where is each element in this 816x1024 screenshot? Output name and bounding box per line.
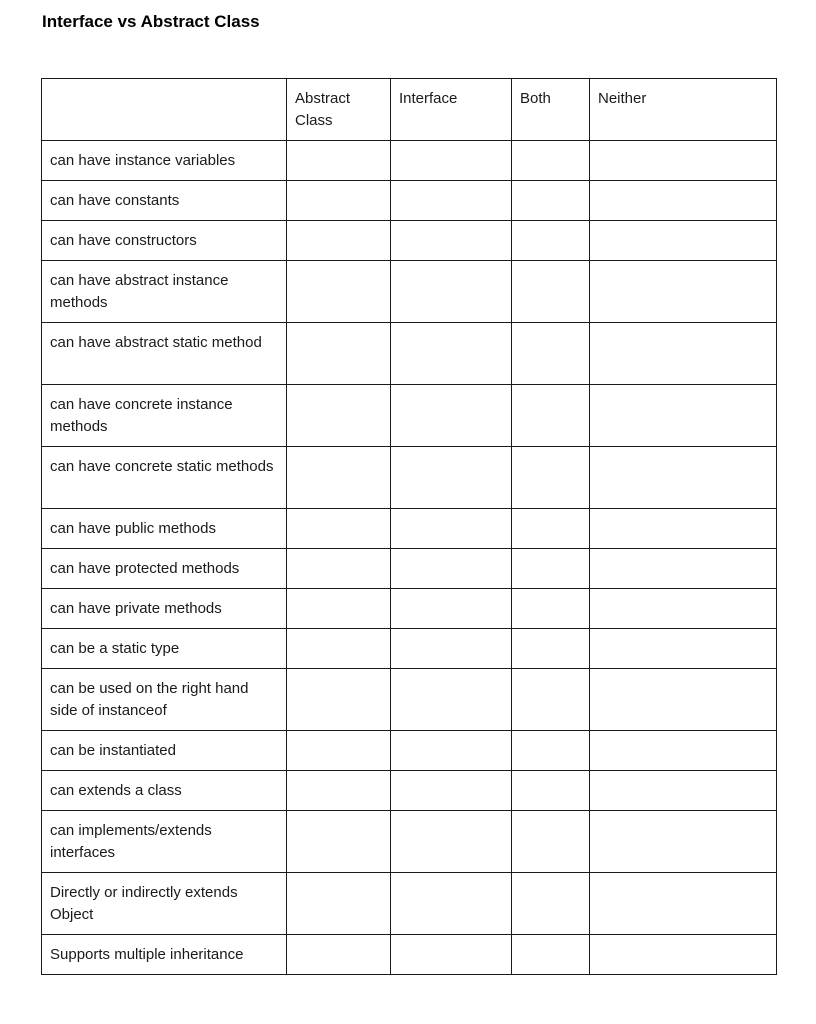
answer-cell-interface[interactable] bbox=[391, 141, 512, 181]
answer-cell-neither[interactable] bbox=[590, 221, 777, 261]
row-label: can have abstract instance methods bbox=[42, 261, 287, 323]
answer-cell-neither[interactable] bbox=[590, 141, 777, 181]
answer-cell-abstract-class[interactable] bbox=[287, 629, 391, 669]
table-row bbox=[42, 771, 777, 811]
answer-cell-abstract-class[interactable] bbox=[287, 221, 391, 261]
table-row bbox=[42, 629, 777, 669]
row-label: can have private methods bbox=[42, 589, 287, 629]
answer-cell-both[interactable] bbox=[512, 261, 590, 323]
row-label: can have constructors bbox=[42, 221, 287, 261]
row-label: can have constants bbox=[42, 181, 287, 221]
answer-cell-interface[interactable] bbox=[391, 669, 512, 731]
table-row bbox=[42, 811, 777, 873]
answer-cell-abstract-class[interactable] bbox=[287, 261, 391, 323]
row-label: can have public methods bbox=[42, 509, 287, 549]
page-title: Interface vs Abstract Class bbox=[42, 12, 260, 31]
table-row bbox=[42, 385, 777, 447]
comparison-table bbox=[41, 78, 777, 975]
row-label: Supports multiple inheritance bbox=[42, 935, 287, 975]
answer-cell-interface[interactable] bbox=[391, 731, 512, 771]
table-row bbox=[42, 323, 777, 385]
answer-cell-neither[interactable] bbox=[590, 629, 777, 669]
answer-cell-neither[interactable] bbox=[590, 181, 777, 221]
answer-cell-interface[interactable] bbox=[391, 629, 512, 669]
table-row bbox=[42, 261, 777, 323]
column-header-neither: Neither bbox=[590, 79, 777, 141]
answer-cell-abstract-class[interactable] bbox=[287, 509, 391, 549]
answer-cell-neither[interactable] bbox=[590, 669, 777, 731]
answer-cell-interface[interactable] bbox=[391, 509, 512, 549]
answer-cell-abstract-class[interactable] bbox=[287, 731, 391, 771]
answer-cell-neither[interactable] bbox=[590, 935, 777, 975]
table-row bbox=[42, 589, 777, 629]
answer-cell-abstract-class[interactable] bbox=[287, 141, 391, 181]
answer-cell-both[interactable] bbox=[512, 589, 590, 629]
answer-cell-abstract-class[interactable] bbox=[287, 181, 391, 221]
answer-cell-neither[interactable] bbox=[590, 811, 777, 873]
row-label: can be used on the right hand side of instanceof bbox=[42, 669, 287, 731]
table-row bbox=[42, 447, 777, 509]
answer-cell-abstract-class[interactable] bbox=[287, 589, 391, 629]
answer-cell-neither[interactable] bbox=[590, 731, 777, 771]
row-label: can extends a class bbox=[42, 771, 287, 811]
column-header-interface: Interface bbox=[391, 79, 512, 141]
answer-cell-interface[interactable] bbox=[391, 261, 512, 323]
answer-cell-both[interactable] bbox=[512, 181, 590, 221]
answer-cell-abstract-class[interactable] bbox=[287, 935, 391, 975]
answer-cell-interface[interactable] bbox=[391, 811, 512, 873]
column-header-both: Both bbox=[512, 79, 590, 141]
table-row bbox=[42, 669, 777, 731]
answer-cell-neither[interactable] bbox=[590, 549, 777, 589]
answer-cell-interface[interactable] bbox=[391, 935, 512, 975]
answer-cell-abstract-class[interactable] bbox=[287, 549, 391, 589]
answer-cell-abstract-class[interactable] bbox=[287, 447, 391, 509]
answer-cell-neither[interactable] bbox=[590, 323, 777, 385]
answer-cell-abstract-class[interactable] bbox=[287, 873, 391, 935]
answer-cell-abstract-class[interactable] bbox=[287, 323, 391, 385]
answer-cell-both[interactable] bbox=[512, 221, 590, 261]
table-row bbox=[42, 509, 777, 549]
answer-cell-neither[interactable] bbox=[590, 873, 777, 935]
row-label: can be instantiated bbox=[42, 731, 287, 771]
answer-cell-both[interactable] bbox=[512, 323, 590, 385]
table-header-row bbox=[42, 79, 777, 141]
row-label: can have abstract static method bbox=[42, 323, 287, 385]
row-label: can have concrete instance methods bbox=[42, 385, 287, 447]
table-row bbox=[42, 935, 777, 975]
answer-cell-both[interactable] bbox=[512, 385, 590, 447]
answer-cell-both[interactable] bbox=[512, 811, 590, 873]
table-row bbox=[42, 549, 777, 589]
answer-cell-interface[interactable] bbox=[391, 447, 512, 509]
answer-cell-both[interactable] bbox=[512, 935, 590, 975]
answer-cell-both[interactable] bbox=[512, 509, 590, 549]
row-label: can have protected methods bbox=[42, 549, 287, 589]
answer-cell-interface[interactable] bbox=[391, 549, 512, 589]
table-row bbox=[42, 141, 777, 181]
answer-cell-neither[interactable] bbox=[590, 589, 777, 629]
answer-cell-both[interactable] bbox=[512, 629, 590, 669]
answer-cell-abstract-class[interactable] bbox=[287, 385, 391, 447]
table-row bbox=[42, 731, 777, 771]
answer-cell-abstract-class[interactable] bbox=[287, 669, 391, 731]
table-row bbox=[42, 221, 777, 261]
answer-cell-abstract-class[interactable] bbox=[287, 811, 391, 873]
answer-cell-neither[interactable] bbox=[590, 771, 777, 811]
row-label: can have instance variables bbox=[42, 141, 287, 181]
answer-cell-interface[interactable] bbox=[391, 221, 512, 261]
answer-cell-interface[interactable] bbox=[391, 385, 512, 447]
answer-cell-interface[interactable] bbox=[391, 873, 512, 935]
answer-cell-both[interactable] bbox=[512, 873, 590, 935]
column-header-abstract-class: Abstract Class bbox=[287, 79, 391, 141]
row-label: can have concrete static methods bbox=[42, 447, 287, 509]
answer-cell-neither[interactable] bbox=[590, 447, 777, 509]
answer-cell-abstract-class[interactable] bbox=[287, 771, 391, 811]
row-label: can be a static type bbox=[42, 629, 287, 669]
answer-cell-both[interactable] bbox=[512, 731, 590, 771]
answer-cell-both[interactable] bbox=[512, 447, 590, 509]
answer-cell-interface[interactable] bbox=[391, 771, 512, 811]
answer-cell-both[interactable] bbox=[512, 141, 590, 181]
row-label: Directly or indirectly extends Object bbox=[42, 873, 287, 935]
answer-cell-neither[interactable] bbox=[590, 509, 777, 549]
answer-cell-interface[interactable] bbox=[391, 181, 512, 221]
column-header-empty bbox=[42, 79, 287, 141]
answer-cell-interface[interactable] bbox=[391, 589, 512, 629]
answer-cell-neither[interactable] bbox=[590, 385, 777, 447]
answer-cell-neither[interactable] bbox=[590, 261, 777, 323]
row-label: can implements/extends interfaces bbox=[42, 811, 287, 873]
table-row bbox=[42, 873, 777, 935]
answer-cell-both[interactable] bbox=[512, 549, 590, 589]
answer-cell-both[interactable] bbox=[512, 669, 590, 731]
answer-cell-interface[interactable] bbox=[391, 323, 512, 385]
table-row bbox=[42, 181, 777, 221]
answer-cell-both[interactable] bbox=[512, 771, 590, 811]
